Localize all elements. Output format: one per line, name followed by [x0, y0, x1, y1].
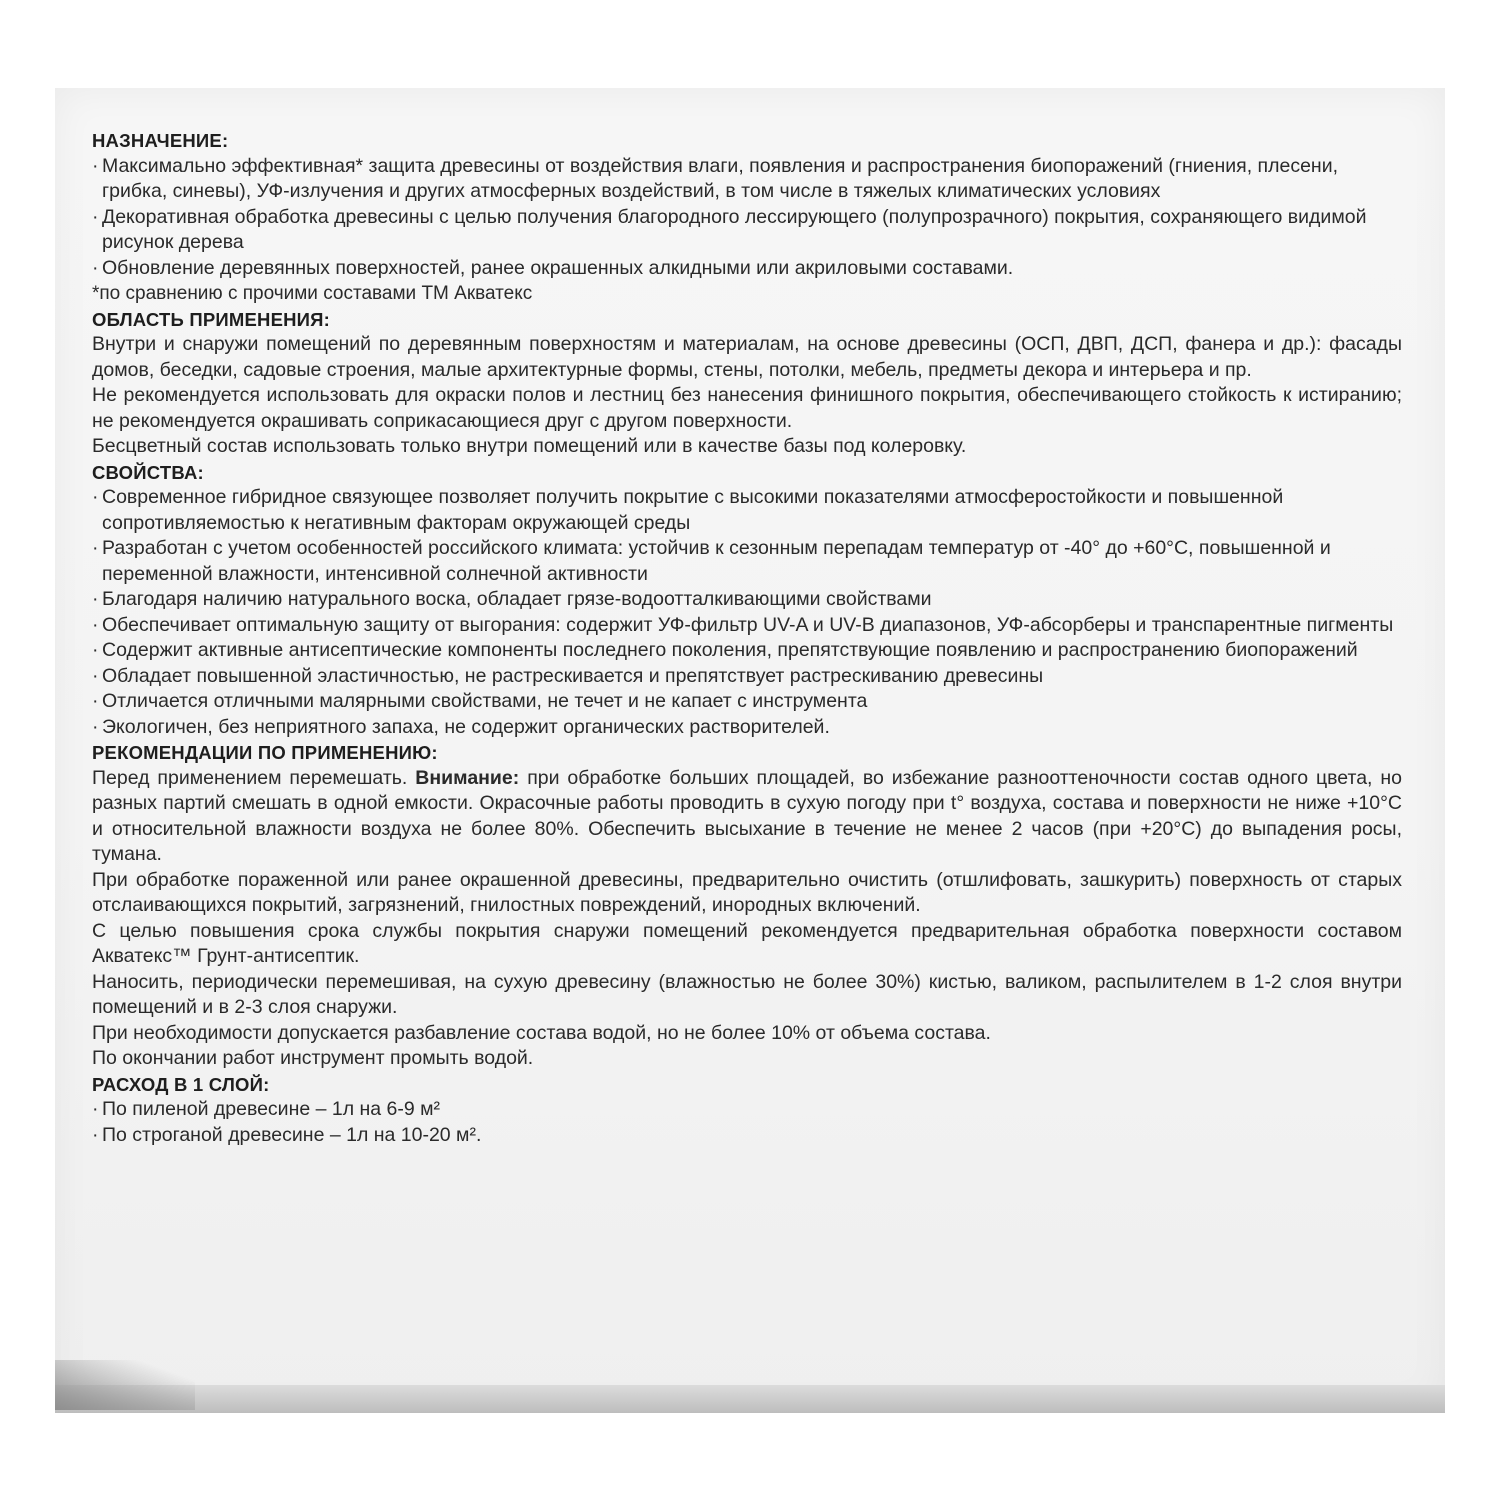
- svoistva-item: · Благодаря наличию натурального воска, обладает грязе-водоотталкивающими свойствами: [92, 587, 1402, 613]
- label-text: [92, 128, 1402, 1148]
- heading-naznachenie: НАЗНАЧЕНИЕ:: [92, 130, 229, 151]
- svoistva-item: · Экологичен, без неприятного запаха, не содержит органических растворителей.: [92, 715, 1402, 741]
- heading-rashod: РАСХОД В 1 СЛОЙ:: [92, 1073, 270, 1095]
- rekomendacii-paragraph: При обработке пораженной или ранее окрашенной древесины, предварительно очистить (отшлифовать, зашкурить) поверхность от старых отслаивающихся покрытий, загрязнений, гнилостных повреждений, инородных включений.: [92, 868, 1402, 916]
- section-oblast: [92, 307, 1402, 460]
- section-rashod: [92, 1072, 1402, 1149]
- rekomendacii-paragraph: Наносить, периодически перемешивая, на сухую древесину (влажностью не более 30%) кистью, валиком, распылителем в 1-2 слоя внутри помещений и в 2-3 слоя снаружи.: [92, 970, 1402, 1018]
- svoistva-item: · Разработан с учетом особенностей российского климата: устойчив к сезонным перепадам температур от -40° до +60°С, повышенной и переменной влажности, интенсивной солнечной активности: [92, 536, 1402, 587]
- warning-label: Внимание:: [415, 766, 520, 789]
- naznachenie-item: · Декоративная обработка древесины с целью получения благородного лессирующего (полупрозрачного) покрытия, сохраняющего видимой рисунок дерева: [92, 205, 1402, 256]
- section-rekomendacii: [92, 740, 1402, 1072]
- svoistva-item: · Современное гибридное связующее позволяет получить покрытие с высокими показателями атмосферостойкости и повышенной сопротивляемостью к негативным факторам окружающей среды: [92, 485, 1402, 536]
- rashod-item: · По пиленой древесине – 1л на 6-9 м²: [92, 1097, 1402, 1123]
- section-naznachenie: [92, 128, 1402, 307]
- naznachenie-item: · Максимально эффективная* защита древесины от воздействия влаги, появления и распространения биопоражений (гниения, плесени, грибка, синевы), УФ-излучения и других атмосферных воздействий, в том числе в тяжелых климатических условиях: [92, 154, 1402, 205]
- rekomendacii-intro: [92, 766, 1402, 868]
- rekomendacii-paragraph: С целью повышения срока службы покрытия снаружи помещений рекомендуется предварительная обработка поверхности составом Акватекс™ Грунт-антисептик.: [92, 919, 1402, 967]
- footnote: *по сравнению с прочими составами ТМ Акватекс: [92, 283, 533, 304]
- oblast-paragraph: Внутри и снаружи помещений по деревянным поверхностям и материалам, на основе древесины (ОСП, ДВП, ДСП, фанера и др.): фасады домов, беседки, садовые строения, малые архитектурные формы, стены, потолки, мебель, предметы декора и интерьера и пр.: [92, 333, 1402, 381]
- container-rim-shadow: [55, 1360, 195, 1410]
- svoistva-item: · Обеспечивает оптимальную защиту от выгорания: содержит УФ-фильтр UV-A и UV-B диапазонов, УФ-абсорберы и транспарентные пигменты: [92, 613, 1402, 639]
- heading-rekomendacii: РЕКОМЕНДАЦИИ ПО ПРИМЕНЕНИЮ:: [92, 742, 438, 763]
- rashod-item: · По строганой древесине – 1л на 10-20 м².: [92, 1123, 1402, 1149]
- warning-text: при обработке больших площадей, во избежание разнооттеночности состав одного цвета, но разных партий смешать в одной емкости. Окрасочные работы проводить в сухую погоду при t° воздуха, состава и поверхности не ниже +10°С и относительной влажности воздуха не более 80%. Обеспечить высыхание в течение не менее 2 часов (при +20°С) до выпадения росы, тумана.: [92, 766, 1402, 865]
- container-rim: [55, 1385, 1445, 1413]
- svoistva-item: · Обладает повышенной эластичностью, не растрескивается и препятствует растрескиванию древесины: [92, 664, 1402, 690]
- oblast-paragraph: Не рекомендуется использовать для окраски полов и лестниц без нанесения финишного покрытия, обеспечивающего стойкость к истиранию; не рекомендуется окрашивать соприкасающиеся друг с другом поверхности.: [92, 384, 1402, 432]
- oblast-paragraph: Бесцветный состав использовать только внутри помещений или в качестве базы под колеровку.: [92, 435, 967, 457]
- heading-oblast: ОБЛАСТЬ ПРИМЕНЕНИЯ:: [92, 308, 331, 330]
- svoistva-item: · Содержит активные антисептические компоненты последнего поколения, препятствующие появлению и распространению биопоражений: [92, 638, 1402, 664]
- naznachenie-item: · Обновление деревянных поверхностей, ранее окрашенных алкидными или акриловыми составами.: [92, 256, 1402, 282]
- heading-svoistva: СВОЙСТВА:: [92, 461, 204, 483]
- rekomendacii-paragraph: По окончании работ инструмент промыть водой.: [92, 1047, 534, 1069]
- intro-text: Перед применением перемешать.: [92, 766, 416, 789]
- rekomendacii-paragraph: При необходимости допускается разбавление состава водой, но не более 10% от объема состава.: [92, 1021, 991, 1044]
- section-svoistva: [92, 460, 1402, 741]
- svoistva-item: · Отличается отличными малярными свойствами, не течет и не капает с инструмента: [92, 689, 1402, 715]
